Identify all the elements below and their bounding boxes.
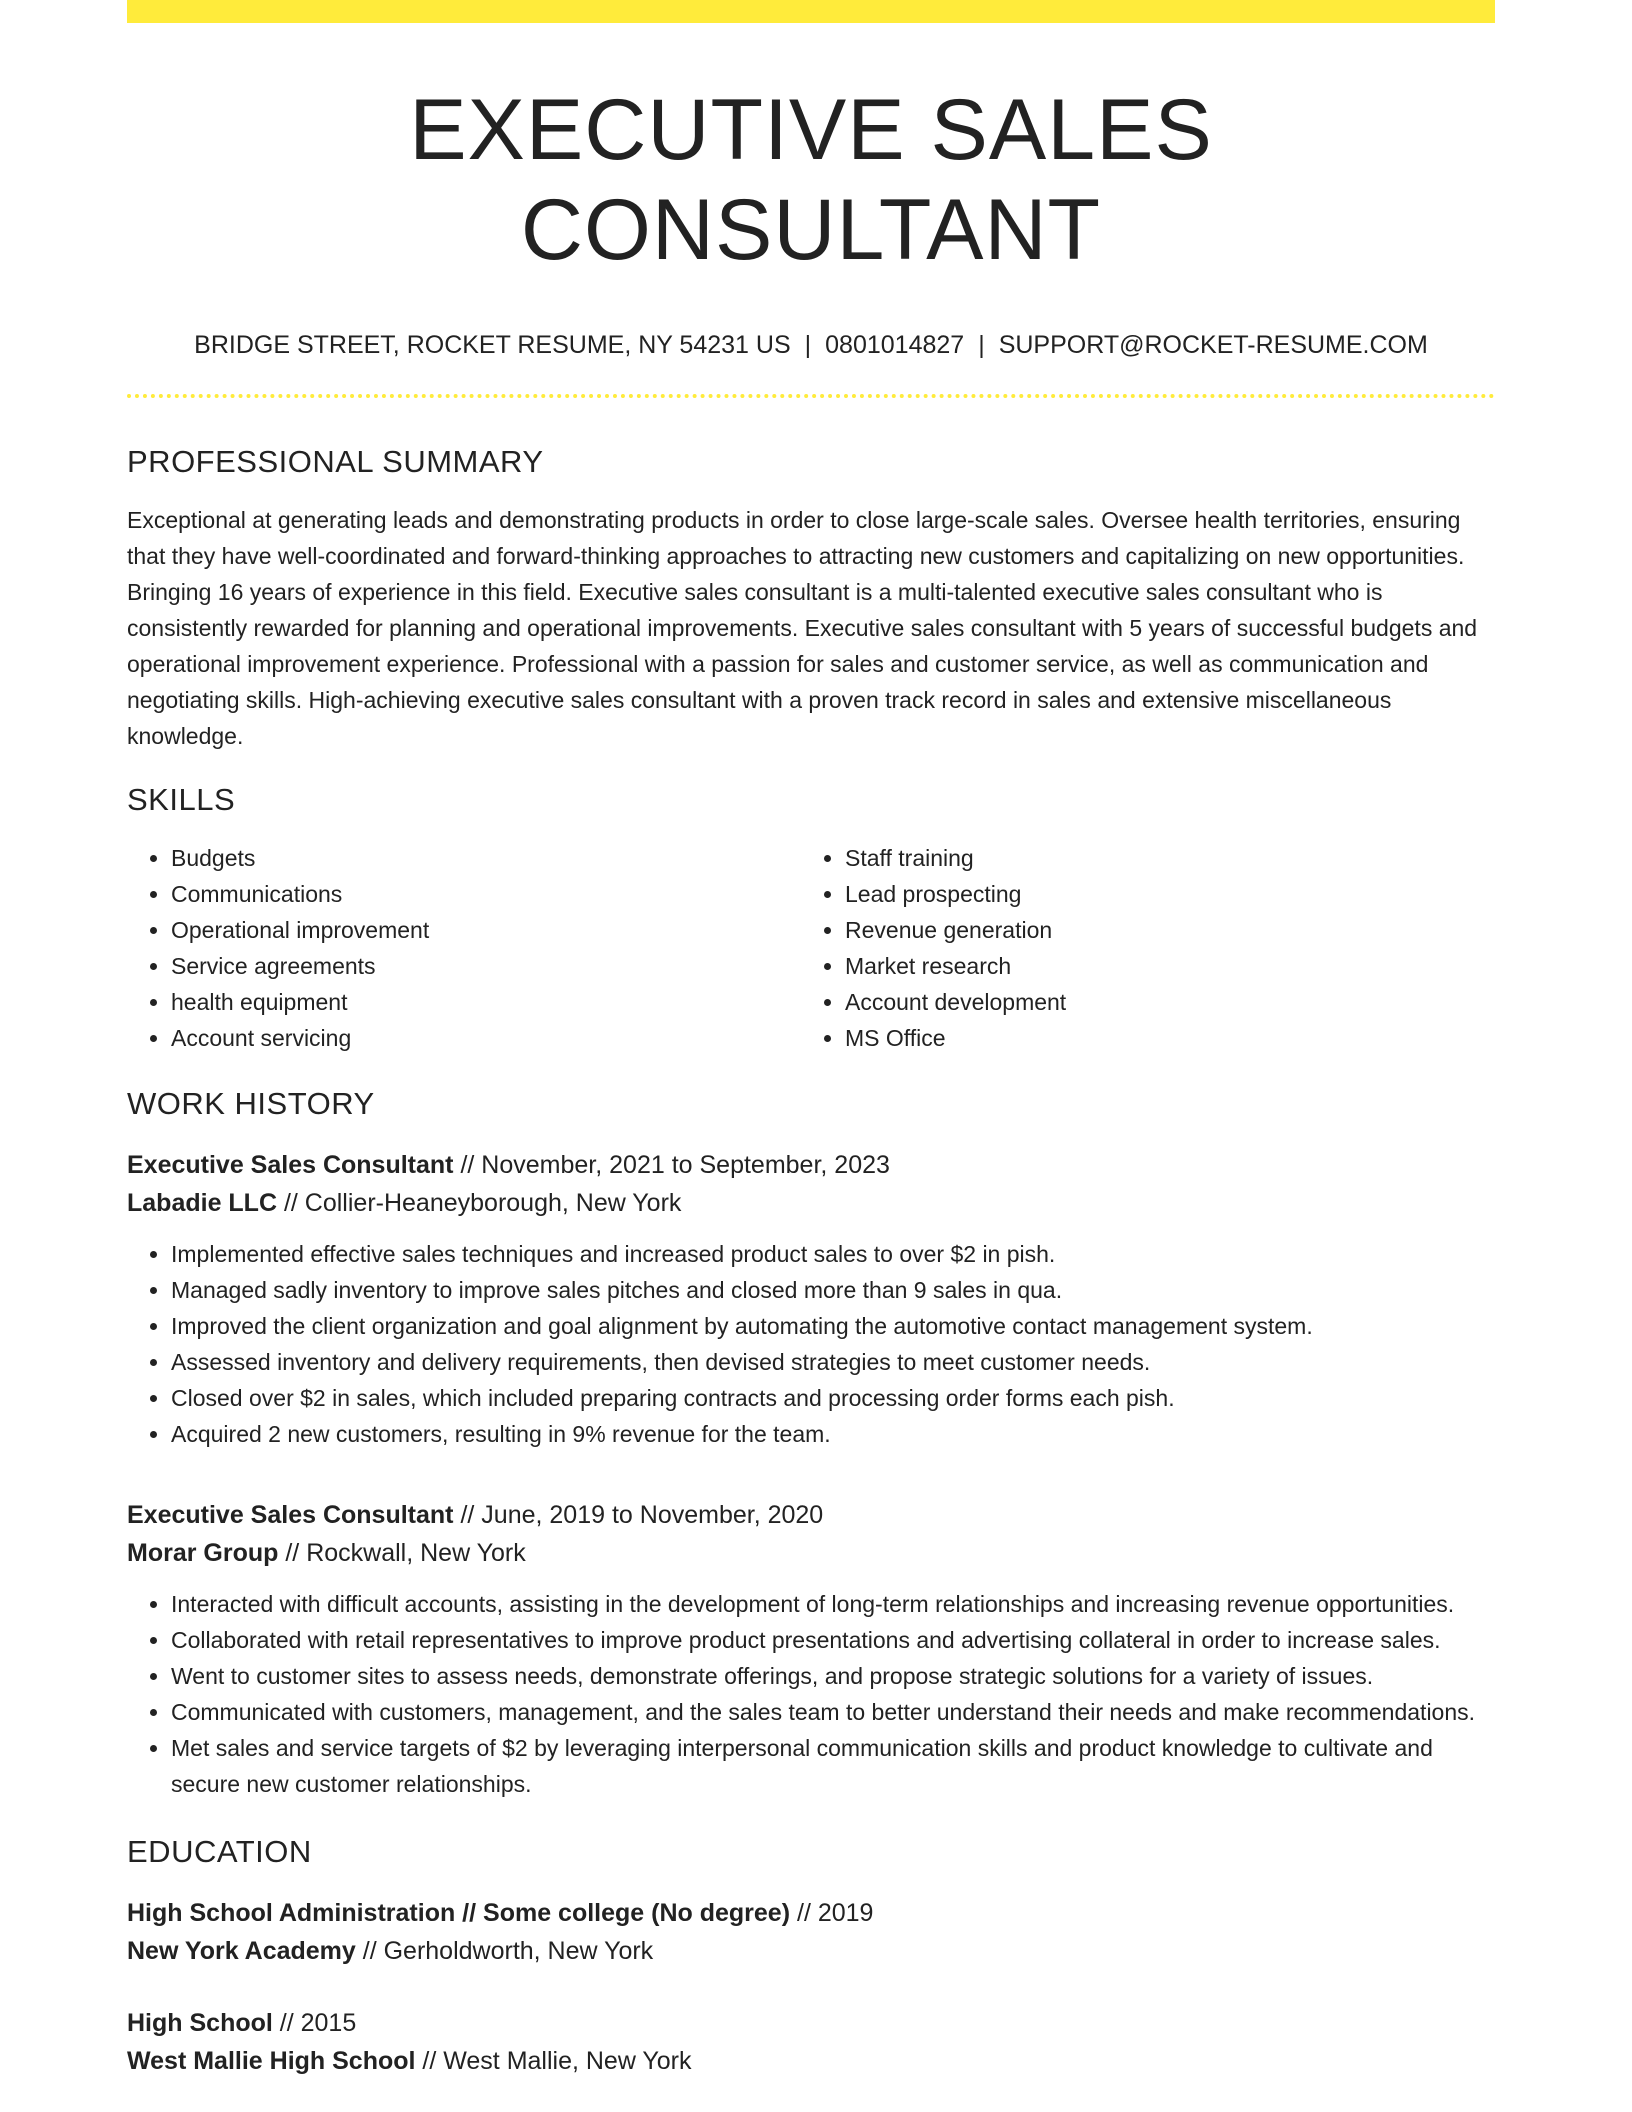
skill-item: • Market research xyxy=(845,948,1475,984)
job-company: Labadie LLC xyxy=(127,1189,278,1217)
skill-item: • Communications xyxy=(171,876,801,912)
education-location: // Gerholdworth, New York xyxy=(355,1937,654,1965)
dotted-divider xyxy=(127,394,1495,398)
education-entry xyxy=(127,1894,1495,1970)
job-bullet: • Collaborated with retail representatives to improve product presentations and advertising collateral in order to increase sales. xyxy=(171,1622,1495,1658)
skill-item: • Lead prospecting xyxy=(845,876,1475,912)
contact-line xyxy=(127,330,1495,360)
contact-separator: | xyxy=(978,331,985,359)
job-bullets xyxy=(127,1586,1495,1802)
skills-column-right xyxy=(801,840,1475,1056)
job-title: Executive Sales Consultant xyxy=(127,1151,454,1179)
job-bullet: • Assessed inventory and delivery requirements, then devised strategies to meet customer needs. xyxy=(171,1344,1495,1380)
job-dates: // June, 2019 to November, 2020 xyxy=(453,1501,824,1529)
education-degree: High School Administration // Some college (No degree) xyxy=(127,1899,791,1927)
job-bullet: • Acquired 2 new customers, resulting in 9% revenue for the team. xyxy=(171,1416,1495,1452)
job-company-line xyxy=(127,1184,1495,1222)
job-location: // Rockwall, New York xyxy=(278,1539,526,1567)
contact-phone: 0801014827 xyxy=(825,331,965,359)
summary-heading: PROFESSIONAL SUMMARY xyxy=(127,444,544,479)
skills-column-left xyxy=(127,840,801,1056)
job-bullet: • Communicated with customers, management, and the sales team to better understand their needs and make recommendations. xyxy=(171,1694,1495,1730)
job-title-line xyxy=(127,1496,1495,1534)
skill-item: • health equipment xyxy=(171,984,801,1020)
education-school-line xyxy=(127,2042,1495,2080)
job-bullet: • Managed sadly inventory to improve sales pitches and closed more than 9 sales in qua. xyxy=(171,1272,1495,1308)
job-company-line xyxy=(127,1534,1495,1572)
skill-item: • Revenue generation xyxy=(845,912,1475,948)
work-history-heading: WORK HISTORY xyxy=(127,1086,375,1121)
skill-item: • Service agreements xyxy=(171,948,801,984)
education-degree-line xyxy=(127,1894,1495,1932)
skill-item: • Staff training xyxy=(845,840,1475,876)
education-degree-line xyxy=(127,2004,1495,2042)
skill-item: • Operational improvement xyxy=(171,912,801,948)
skill-item: • MS Office xyxy=(845,1020,1475,1056)
job-bullets xyxy=(127,1236,1495,1452)
resume-content xyxy=(127,0,1495,2080)
contact-address: BRIDGE STREET, ROCKET RESUME, NY 54231 US xyxy=(194,331,791,359)
job-bullet: • Interacted with difficult accounts, assisting in the development of long-term relationships and increasing revenue opportunities. xyxy=(171,1586,1495,1622)
education-entry xyxy=(127,2004,1495,2080)
contact-email: SUPPORT@ROCKET-RESUME.COM xyxy=(998,331,1428,359)
skill-item: • Account development xyxy=(845,984,1475,1020)
skills-heading: SKILLS xyxy=(127,782,236,817)
skills-list xyxy=(127,840,1495,1056)
job-bullet: • Went to customer sites to assess needs, demonstrate offerings, and propose strategic solutions for a variety of issues. xyxy=(171,1658,1495,1694)
education-degree: High School xyxy=(127,2009,273,2037)
job-dates: // November, 2021 to September, 2023 xyxy=(453,1151,890,1179)
contact-separator: | xyxy=(804,331,812,359)
job-title-line xyxy=(127,1146,1495,1184)
skill-item: • Account servicing xyxy=(171,1020,801,1056)
education-heading: EDUCATION xyxy=(127,1834,312,1869)
education-school-line xyxy=(127,1932,1495,1970)
education-school: West Mallie High School xyxy=(127,2047,416,2075)
job-title: Executive Sales Consultant xyxy=(127,1501,454,1529)
education-year: // 2019 xyxy=(790,1899,874,1927)
job-entry xyxy=(127,1496,1495,1802)
education-year: // 2015 xyxy=(272,2009,357,2037)
job-bullet: • Met sales and service targets of $2 by leveraging interpersonal communication skills and product knowledge to cultivate and secure new customer relationships. xyxy=(171,1730,1495,1802)
resume-title: EXECUTIVE SALES CONSULTANT xyxy=(409,82,1213,278)
summary-text: Exceptional at generating leads and demonstrating products in order to close large-scale sales. Oversee health territories, ensuring that they have well-coordinated and forward-thinking approaches to attracting new customers and capitalizing on new opportunities. Bringing 16 years of experience in this field. Executive sales consultant is a multi-talented executive sales consultant who is consistently rewarded for planning and operational improvements. Executive sales consultant with 5 years of successful budgets and operational improvement experience. Professional with a passion for sales and customer service, as well as communication and negotiating skills. High-achieving executive sales consultant with a proven track record in sales and extensive miscellaneous knowledge. xyxy=(127,507,1478,749)
job-bullet: • Improved the client organization and goal alignment by automating the automotive contact management system. xyxy=(171,1308,1495,1344)
education-school: New York Academy xyxy=(127,1937,356,1965)
job-bullet: • Implemented effective sales techniques and increased product sales to over $2 in pish. xyxy=(171,1236,1495,1272)
education-location: // West Mallie, New York xyxy=(415,2047,692,2075)
skill-item: • Budgets xyxy=(171,840,801,876)
job-company: Morar Group xyxy=(127,1539,279,1567)
job-entry xyxy=(127,1146,1495,1452)
job-location: // Collier-Heaneyborough, New York xyxy=(277,1189,682,1217)
job-bullet: • Closed over $2 in sales, which included preparing contracts and processing order forms each pish. xyxy=(171,1380,1495,1416)
